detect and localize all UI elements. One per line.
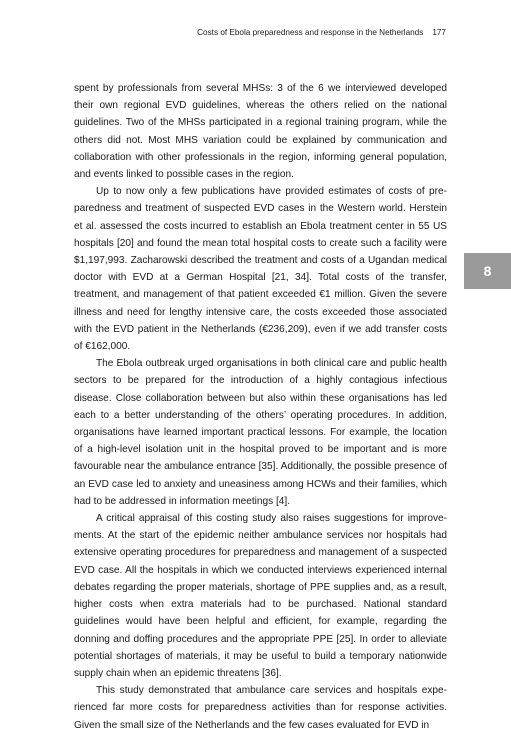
chapter-number: 8 <box>483 263 492 279</box>
paragraph: This study demonstrated that ambulance care services and hospitals experienced far more costs for preparedness activities than for response activities. Given the small size of the Netherlands and the few cases evaluated for EVD in <box>74 685 447 731</box>
paragraph: A critical appraisal of this costing study also raises suggestions for improvements. At the start of the epidemic neither ambulance services nor hospitals had extensive operating procedures for preparedness and management of a suspected EVD case. All the hospitals in which we conducted interviews experienced internal debates regarding the proper materials, shortage of PPE supplies and, as a result, higher costs when extra materials had to be purchased. National standard guidelines would have been helpful and efficient, for example, regarding the donning and doffing procedures and the appropriate PPE [25]. In order to alleviate potential shortages of materials, it may be useful to build a temporary nationwide supply chain when an epidemic threatens [36]. <box>74 513 447 679</box>
paragraph: Up to now only a few publications have provided estimates of costs of preparedness and treatment of suspected EVD cases in the Western world. Herstein et al. assessed the costs incurred to establish an Ebola treatment center in 55 US hospitals [20] and found the mean total hospital costs to create such a facility were $1,197,993. Zacharowski described the treatment and costs of a Ugandan medical doctor with EVD at a German Hospital [21, 34]. Total costs of the transfer, treatment, and management of that patient exceeded €1 million. Given the severe illness and need for lengthy intensive care, the costs exceeded those associated with the EVD patient in the Netherlands (€236,209), even if we add transfer costs of €162,000. <box>74 186 447 353</box>
running-title: Costs of Ebola preparedness and response in the Netherlands <box>197 28 424 37</box>
body-text <box>74 80 447 734</box>
chapter-tab <box>464 253 511 289</box>
running-header <box>0 28 446 37</box>
page-number: 177 <box>432 28 446 37</box>
paragraph: The Ebola outbreak urged organisations in both clinical care and public health sectors to be prepared for the introduction of a highly contagious infectious disease. Close collaboration between but also within these organisations has led each to a better understanding of the others’ operating procedures. In addition, organisations have learned important practical lessons. For example, the location of a high-level isolation unit in the hospital proved to be important and is more favourable near the ambulance entrance [35]. Additionally, the possible presence of an EVD case led to anxiety and uneasiness among HCWs and their families, which had to be addressed in information meetings [4]. <box>74 358 447 507</box>
paragraph: spent by professionals from several MHSs: 3 of the 6 we interviewed developed their own regional EVD guidelines, whereas the others relied on the national guidelines. Two of the MHSs participated in a regional training program, while the others did not. Most MHS variation could be explained by communication and collaboration with other professionals in the region, informing general population, and events linked to possible cases in the region. <box>74 83 447 181</box>
